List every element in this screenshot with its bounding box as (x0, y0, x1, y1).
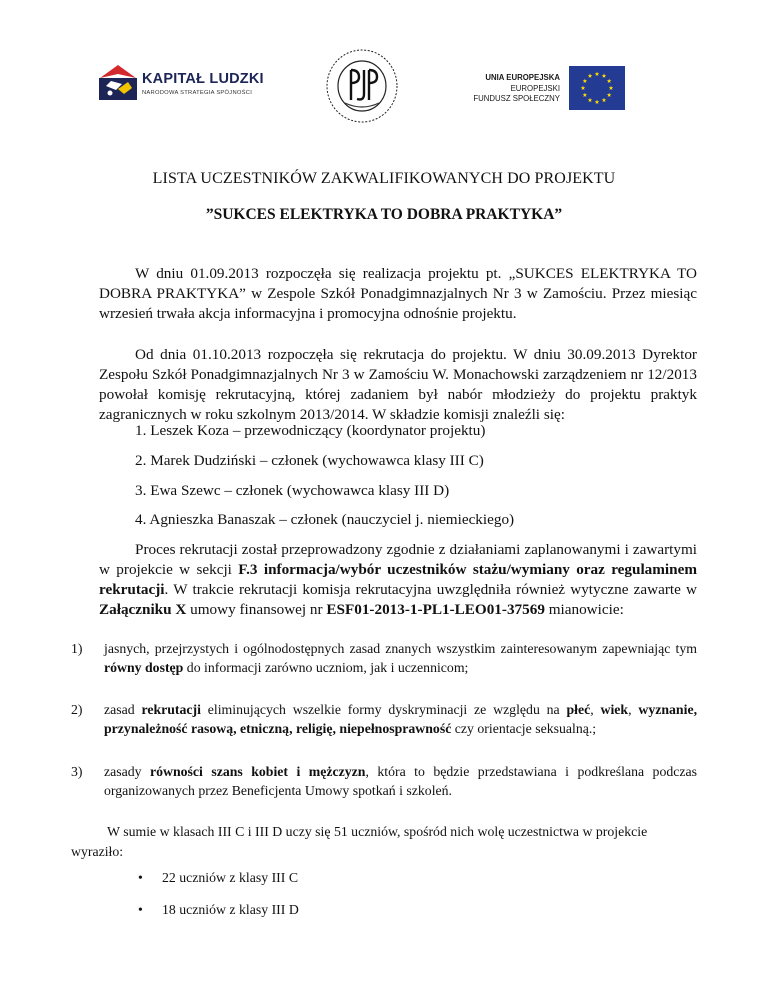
school-seal (325, 48, 399, 124)
text-run: Proces rekrutacji został przeprowadzony zgodnie z działaniami zaplanowanymi i zawartymi w projekcie w sekcji (99, 541, 697, 578)
text-run: eliminujących wszelkie formy dyskryminacji ze względu na (200, 702, 567, 717)
paragraph-intro: W dniu 01.09.2013 rozpoczęła się realizacja projektu pt. „SUKCES ELEKTRYKA TO DOBRA PRAKTYKA” w Zespole Szkół Ponadgimnazjalnych Nr 3 w Zamościu. Przez miesiąc wrzesień trwała akcja informacyjna i promocyjna odnośnie projektu. (99, 265, 697, 322)
paragraph-recruitment: Od dnia 01.10.2013 rozpoczęła się rekrutacja do projektu. W dniu 30.09.2013 Dyrektor Zespołu Szkół Ponadgimnazjalnych Nr 3 w Zamościu W. Monachowski zarządzeniem nr 12/2013 powołał komisję rekrutacyjną, której zadaniem był nabór młodzieży do projektu praktyk zagranicznych w roku szkolnym 2013/2014. W składzie komisji znaleźli się: (99, 346, 697, 423)
school-seal-icon (325, 48, 399, 124)
eu-flag-icon (569, 66, 625, 110)
bold-term: wyznanie, przynależność rasową, etniczną, religię, niepełnosprawność (104, 702, 698, 736)
eu-logo-line1: UNIA EUROPEJSKA (485, 73, 560, 82)
criteria-item (71, 639, 697, 677)
text-run: . W trakcie rekrutacji komisja rekrutacyjna uwzględniła również wytyczne zawarte w (164, 581, 697, 598)
bold-term: równy dostęp (104, 660, 184, 675)
bold-term: rekrutacji (141, 702, 201, 717)
committee-member: 1. Leszek Koza – przewodniczący (koordynator projektu) (135, 422, 486, 439)
paragraph-summary: W sumie w klasach III C i III D uczy się 51 uczniów, spośród nich wolę uczestnictwa w projekcie wyraziło: (71, 824, 648, 859)
text-run: do informacji zarówno uczniom, jak i uczennicom; (183, 660, 469, 675)
criteria-number: 1) (71, 641, 83, 656)
text-run: czy orientacje seksualną.; (451, 721, 597, 736)
bold-term: wiek (600, 702, 629, 717)
criteria-text (104, 700, 697, 738)
annex-reference: Załączniku X (99, 601, 187, 618)
eu-logo-line2: EUROPEJSKI (510, 83, 560, 93)
criteria-number: 2) (71, 702, 83, 717)
criteria-item (71, 700, 697, 738)
text-run: jasnych, przejrzystych i ogólnodostępnych zasad znanych wszystkim zainteresowanym zapewniając tym (104, 641, 697, 656)
criteria-text (104, 762, 697, 800)
kl-logo-subtitle: NARODOWA STRATEGIA SPÓJNOŚCI (142, 90, 253, 96)
committee-member: 4. Agnieszka Banaszak – członek (nauczyciel j. niemieckiego) (135, 511, 515, 528)
committee-member: 2. Marek Dudziński – członek (wychowawca klasy III C) (135, 452, 484, 469)
bullet-dot-icon: • (138, 870, 143, 885)
text-run: mianowicie: (544, 601, 624, 618)
header (0, 0, 768, 140)
criteria-number: 3) (71, 764, 83, 779)
eu-logo-line3: FUNDUSZ SPOŁECZNY (473, 94, 560, 103)
committee-member: 3. Ewa Szewc – członek (wychowawca klasy III D) (135, 482, 450, 499)
bold-term: równości szans kobiet i mężczyzn (150, 764, 366, 779)
kapital-ludzki-emblem-icon (98, 62, 140, 102)
text-run: , (628, 702, 639, 717)
criteria-item (71, 762, 697, 800)
bullet-text: 18 uczniów z klasy III D (162, 902, 299, 917)
text-run: umowy finansowej nr (186, 601, 327, 618)
bullet-text: 22 uczniów z klasy III C (162, 870, 299, 885)
kl-logo-title: KAPITAŁ LUDZKI (142, 71, 264, 87)
kapital-ludzki-logo (98, 62, 268, 102)
paragraph-process (99, 540, 697, 620)
criteria-text (104, 639, 697, 677)
contract-number: ESF01-2013-1-PL1-LEO01-37569 (326, 601, 545, 618)
document-title: LISTA UCZESTNIKÓW ZAKWALIFIKOWANYCH DO PROJEKTU (152, 170, 616, 187)
bold-term: płeć (566, 702, 591, 717)
bullet-dot-icon: • (138, 902, 143, 917)
text-run: zasad (104, 702, 142, 717)
text-run: , (590, 702, 601, 717)
eu-logo-text (459, 73, 560, 105)
section-reference: F.3 informacja/wybór uczestników stażu/wymiany oraz regulaminem rekrutacji (99, 561, 697, 598)
document-subtitle: ”SUKCES ELEKTRYKA TO DOBRA PRAKTYKA” (205, 206, 563, 223)
text-run: , która to będzie przedstawiana i podkreślana podczas organizowanych przez Beneficjenta Umowy spotkań i szkoleń. (104, 764, 697, 798)
text-run: zasady (104, 764, 150, 779)
